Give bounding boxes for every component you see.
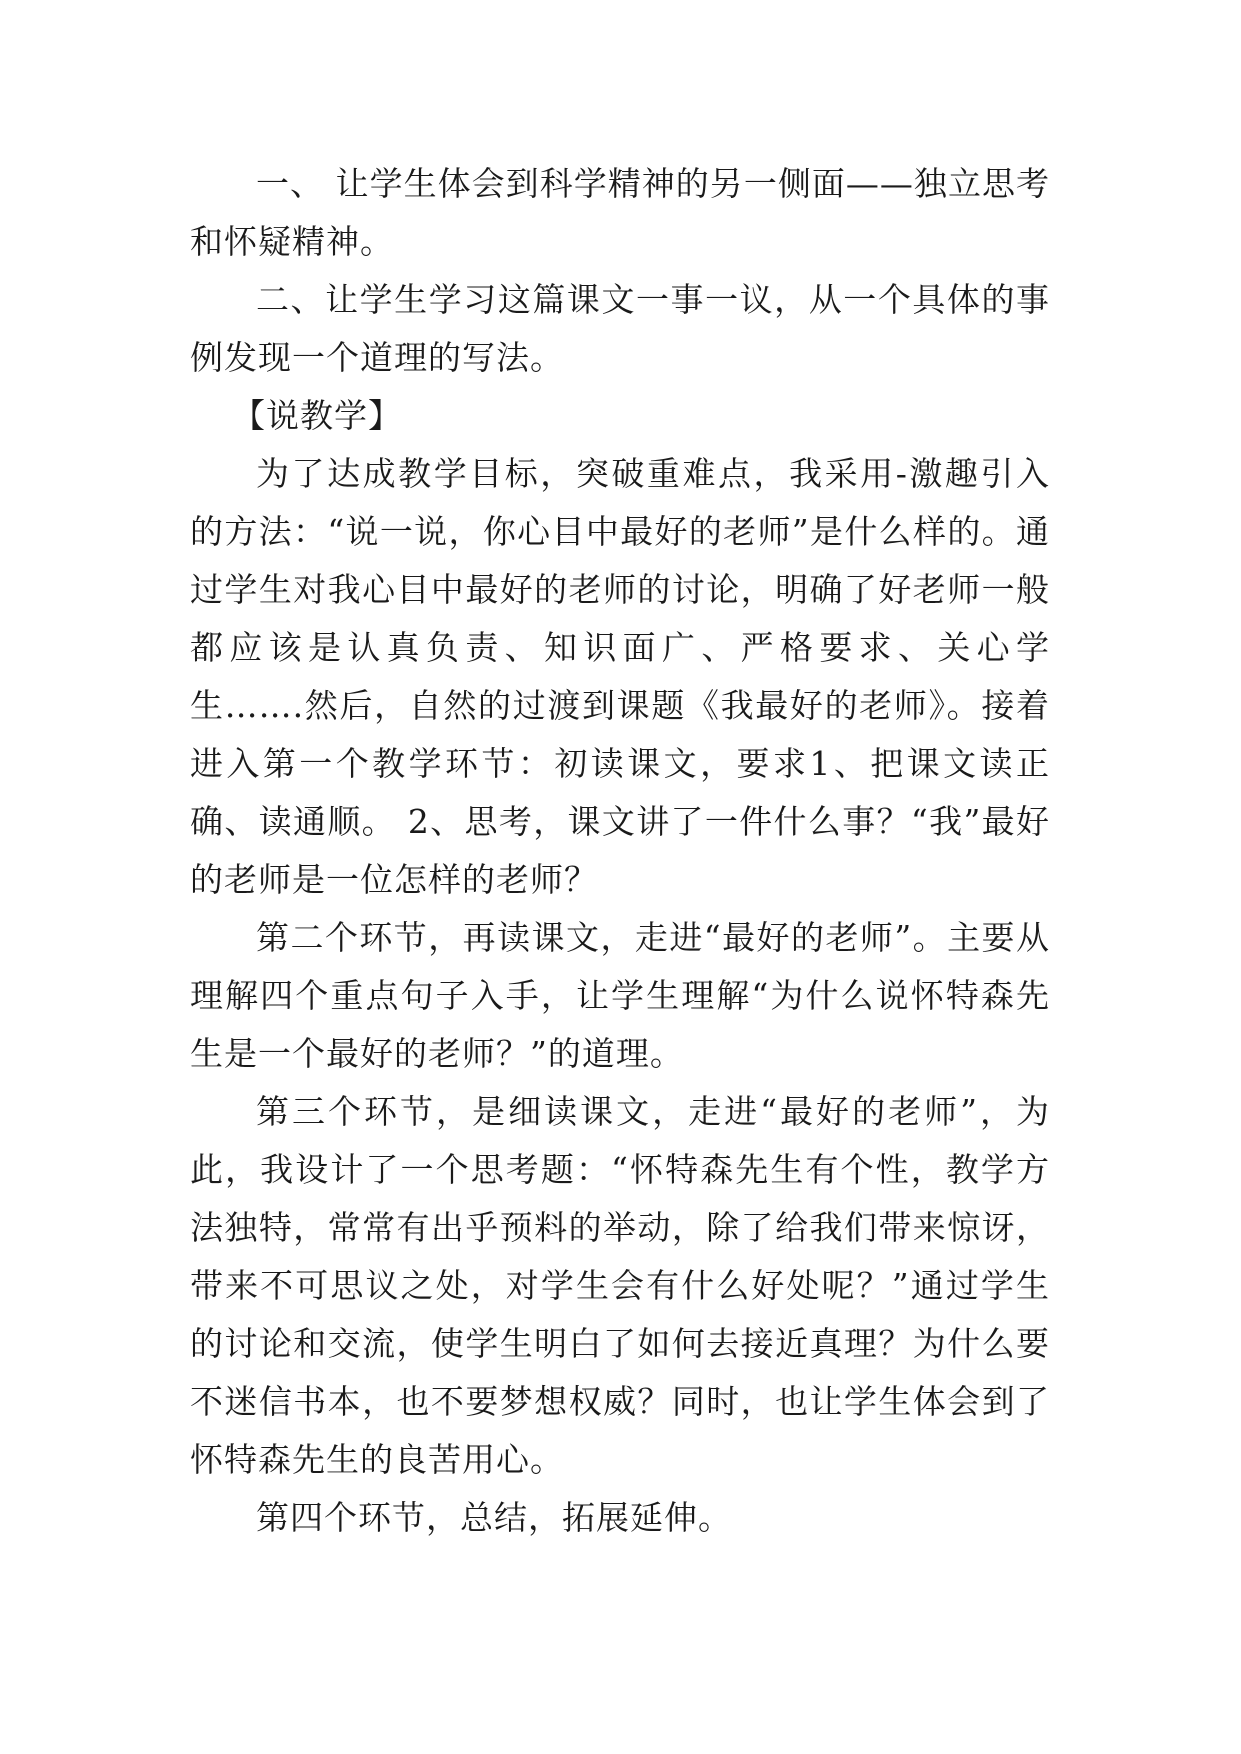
paragraph-step-three: 第三个环节，是细读课文，走进“最好的老师”，为此，我设计了一个思考题：“怀特森先生有个性，教学方法独特，常常有出乎预料的举动，除了给我们带来惊讶，带来不可思议之处，对学生会有什么好处呢？”通过学生的讨论和交流，使学生明白了如何去接近真理？为什么要不迷信书本，也不要梦想权威？同时，也让学生体会到了怀特森先生的良苦用心。 — [190, 1092, 1050, 1479]
paragraph-step-four: 第四个环节，总结，拓展延伸。 — [256, 1498, 732, 1537]
paragraph-introduction: 为了达成教学目标，突破重难点，我采用-激趣引入的方法：“说一说，你心目中最好的老师”是什么样的。通过学生对我心目中最好的老师的讨论，明确了好老师一般都应该是认真负责、知识面广、严格要求、关心学生…….然后，自然的过渡到课题《我最好的老师》。接着进入第一个教学环节：初读课文，要求1、把课文读正确、读通顺。 2、思考，课文讲了一件什么事？“我”最好的老师是一位怎样的老师？ — [190, 454, 1050, 899]
paragraph-goal-one: 一、 让学生体会到科学精神的另一侧面——独立思考和怀疑精神。 — [190, 164, 1050, 261]
document-body — [190, 155, 1050, 1547]
paragraph-step-two: 第二个环节，再读课文，走进“最好的老师”。主要从理解四个重点句子入手，让学生理解“为什么说怀特森先生是一个最好的老师？”的道理。 — [190, 918, 1050, 1073]
paragraph-goal-two: 二、让学生学习这篇课文一事一议，从一个具体的事例发现一个道理的写法。 — [190, 280, 1050, 377]
section-heading-teaching: 【说教学】 — [232, 396, 402, 435]
